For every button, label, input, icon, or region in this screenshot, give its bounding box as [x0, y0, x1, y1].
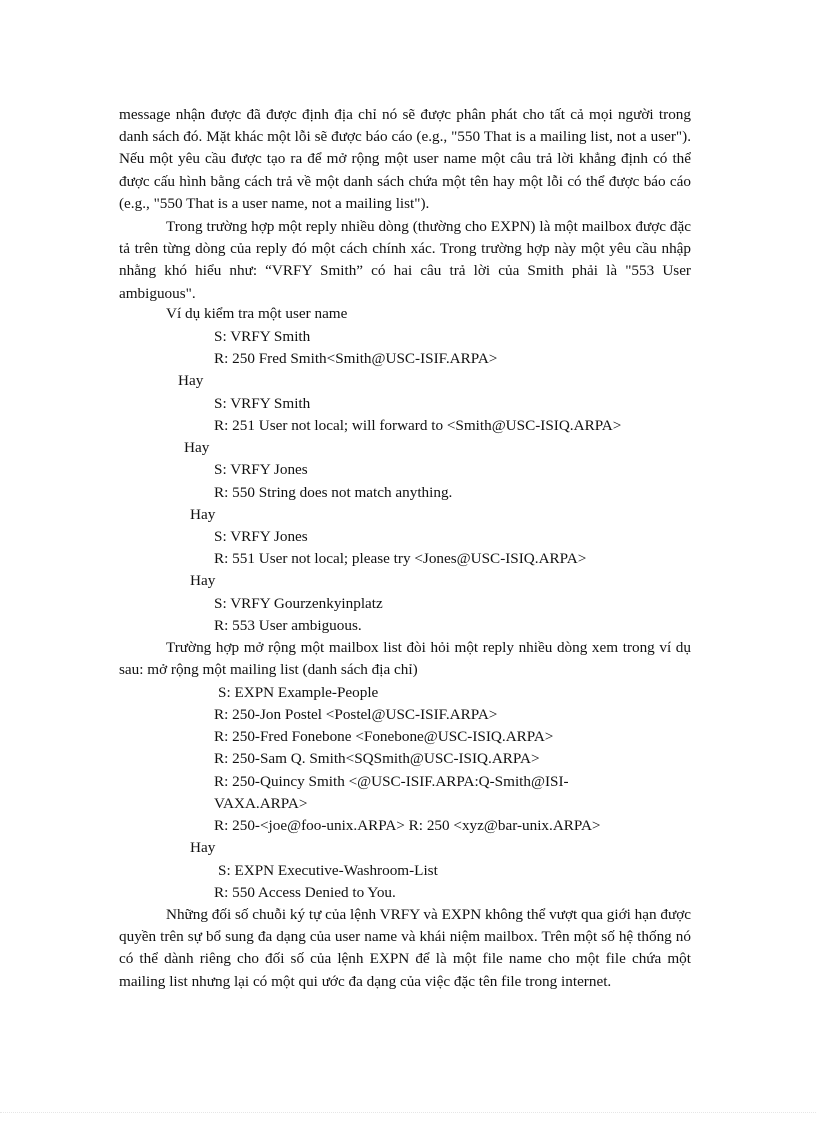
separator-hay: Hay	[184, 439, 210, 456]
example-line: VAXA.ARPA>	[214, 795, 308, 812]
example-line: S: VRFY Gourzenkyinplatz	[214, 595, 383, 612]
example-line: R: 250-Jon Postel <Postel@USC-ISIF.ARPA>	[214, 706, 498, 723]
example-line: R: 553 User ambiguous.	[214, 617, 362, 634]
separator-hay: Hay	[190, 839, 216, 856]
example-line: R: 250 Fred Smith<Smith@USC-ISIF.ARPA>	[214, 350, 498, 367]
example-line: R: 250-Fred Fonebone <Fonebone@USC-ISIQ.ARPA>	[214, 728, 554, 745]
example-line: S: VRFY Jones	[214, 528, 308, 545]
example-line: R: 550 Access Denied to You.	[214, 884, 396, 901]
example-line: R: 250-Sam Q. Smith<SQSmith@USC-ISIQ.ARPA>	[214, 750, 540, 767]
example-line: S: EXPN Executive-Washroom-List	[218, 862, 438, 879]
example-line: R: 250-Quincy Smith <@USC-ISIF.ARPA:Q-Smith@ISI-	[214, 773, 569, 790]
example-line: S: VRFY Smith	[214, 395, 311, 412]
separator-hay: Hay	[178, 372, 204, 389]
paragraph-vrfy-expn-arguments	[119, 904, 691, 993]
paragraph-text: Trường hợp mở rộng một mailbox list đòi hỏi một reply nhiều dòng xem trong ví dụ sau: mở rộng một mailing list (danh sách địa chỉ)	[119, 639, 691, 679]
paragraph-text: Những đối số chuỗi ký tự của lệnh VRFY và EXPN không thể vượt qua giới hạn được quyền trên sự bổ sung đa dạng của user name và khái niệm mailbox. Trên một số hệ thống nó có thể dành riêng cho đối số của lệnh EXPN để là một file name cho một file chứa một mailing list nhưng lại có một qui ước đa dạng của việc đặc tên file trong internet.	[119, 906, 691, 990]
example-line: S: VRFY Smith	[214, 328, 311, 345]
example-line: R: 251 User not local; will forward to <Smith@USC-ISIQ.ARPA>	[214, 417, 622, 434]
paragraph-text: Trong trường hợp một reply nhiều dòng (thường cho EXPN) là một mailbox được đặc tả trên từng dòng của reply đó một cách chính xác. Trong trường hợp này một yêu cầu nhập nhằng khó hiểu như: “VRFY Smith” có hai câu trả lời của Smith phải là "553 User ambiguous".	[119, 218, 691, 302]
example-line: R: 550 String does not match anything.	[214, 484, 453, 501]
example-heading: Ví dụ kiểm tra một user name	[166, 305, 348, 322]
example-line: R: 250-<joe@foo-unix.ARPA> R: 250 <xyz@bar-unix.ARPA>	[214, 817, 601, 834]
paragraph-mailing-list-reply: message nhận được đã được định địa chỉ nó sẽ được phân phát cho tất cả mọi người trong danh sách đó. Mặt khác một lỗi sẽ được báo cáo (e.g., "550 That is a mailing list, not a user"). Nếu một yêu cầu được tạo ra để mở rộng một user name một câu trả lời khẳng định có thể được cấu hình bằng cách trả về một danh sách chứa một tên hay một lỗi có thể được báo cáo (e.g., "550 That is a user name, not a mailing list").	[119, 106, 691, 212]
paragraph-multiline-reply	[119, 216, 691, 305]
separator-hay: Hay	[190, 506, 216, 523]
example-line: S: VRFY Jones	[214, 461, 308, 478]
example-line: R: 551 User not local; please try <Jones@USC-ISIQ.ARPA>	[214, 550, 587, 567]
separator-hay: Hay	[190, 572, 216, 589]
example-line: S: EXPN Example-People	[218, 684, 379, 701]
paragraph-mailbox-list	[119, 637, 691, 681]
page-bottom-border	[0, 1112, 816, 1113]
